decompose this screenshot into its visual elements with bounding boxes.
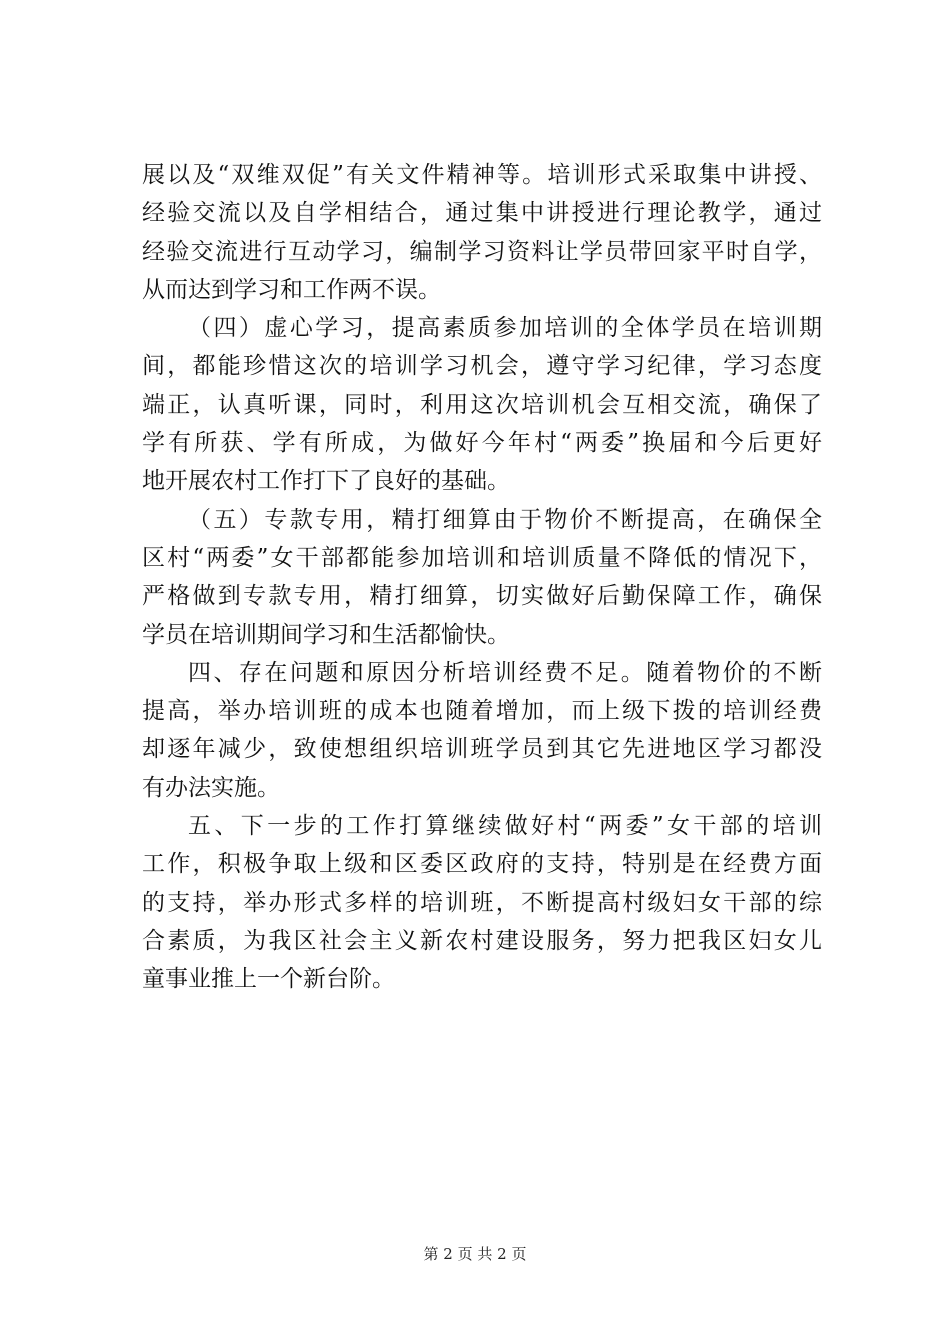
- paragraph-line: 提高，举办培训班的成本也随着增加，而上级下拨的培训经费: [142, 698, 822, 725]
- paragraph-line: 合素质，为我区社会主义新农村建设服务，努力把我区妇女儿: [142, 927, 822, 954]
- paragraph-line: （五）专款专用，精打细算由于物价不断提高，在确保全: [188, 506, 822, 533]
- paragraph-line: 展以及“双维双促”有关文件精神等。培训形式采取集中讲授、: [142, 162, 822, 188]
- paragraph-line: （四）虚心学习，提高素质参加培训的全体学员在培训期: [188, 315, 822, 342]
- paragraph-line: 学有所获、学有所成，为做好今年村“两委”换届和今后更好: [142, 430, 822, 457]
- paragraph-line: 经验交流进行互动学习，编制学习资料让学员带回家平时自学，: [142, 238, 822, 265]
- paragraph-line: 的支持，举办形式多样的培训班，不断提高村级妇女干部的综: [142, 889, 822, 916]
- paragraph-line: 童事业推上一个新台阶。: [142, 966, 395, 993]
- paragraph-line: 学员在培训期间学习和生活都愉快。: [142, 621, 510, 648]
- paragraph-line: 区村“两委”女干部都能参加培训和培训质量不降低的情况下，: [142, 544, 822, 571]
- paragraph-line: 经验交流以及自学相结合，通过集中讲授进行理论教学，通过: [142, 200, 822, 227]
- paragraph-line: 端正，认真听课，同时，利用这次培训机会互相交流，确保了: [142, 391, 822, 418]
- paragraph-line: 间，都能珍惜这次的培训学习机会，遵守学习纪律，学习态度: [142, 353, 822, 380]
- paragraph-line: 四、存在问题和原因分析培训经费不足。随着物价的不断: [188, 659, 822, 686]
- page-number-footer: 第 2 页 共 2 页: [423, 1245, 527, 1263]
- paragraph-line: 有办法实施。: [142, 774, 280, 801]
- paragraph-line: 工作，积极争取上级和区委区政府的支持，特别是在经费方面: [142, 851, 822, 878]
- paragraph-line: 却逐年减少，致使想组织培训班学员到其它先进地区学习都没: [142, 736, 822, 763]
- paragraph-line: 严格做到专款专用，精打细算，切实做好后勤保障工作，确保: [142, 583, 822, 610]
- body-text: [142, 156, 822, 999]
- paragraph-line: 五、下一步的工作打算继续做好村“两委”女干部的培训: [188, 813, 822, 840]
- paragraph-line: 地开展农村工作打下了良好的基础。: [142, 468, 510, 495]
- paragraph-line: 从而达到学习和工作两不误。: [142, 276, 441, 303]
